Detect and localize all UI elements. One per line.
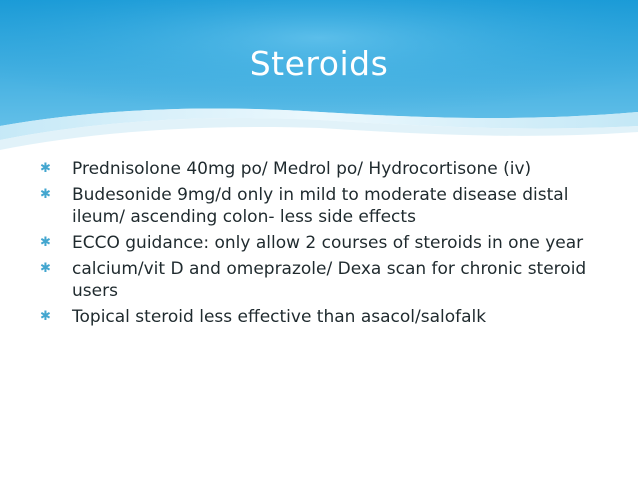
- asterisk-icon: ✱: [40, 161, 51, 176]
- bullet-item: [38, 306, 598, 328]
- bullet-text: Prednisolone 40mg po/ Medrol po/ Hydrocortisone (iv): [72, 159, 532, 179]
- asterisk-icon: ✱: [40, 309, 51, 324]
- bullet-text: calcium/vit D and omeprazole/ Dexa scan for chronic steroid users: [72, 259, 587, 301]
- bullet-text: ECCO guidance: only allow 2 courses of steroids in one year: [72, 233, 584, 253]
- bullet-item: [38, 158, 598, 180]
- asterisk-icon: ✱: [40, 187, 51, 202]
- asterisk-icon: ✱: [40, 261, 51, 276]
- bullet-list: [38, 158, 598, 332]
- bullet-text: Topical steroid less effective than asacol/salofalk: [72, 307, 487, 327]
- asterisk-icon: ✱: [40, 235, 51, 250]
- bullet-item: [38, 232, 598, 254]
- bullet-text: Budesonide 9mg/d only in mild to moderate disease distal ileum/ ascending colon- less side effects: [72, 185, 569, 227]
- slide-title: Steroids: [249, 44, 389, 83]
- bullet-item: [38, 258, 598, 302]
- bullet-item: [38, 184, 598, 228]
